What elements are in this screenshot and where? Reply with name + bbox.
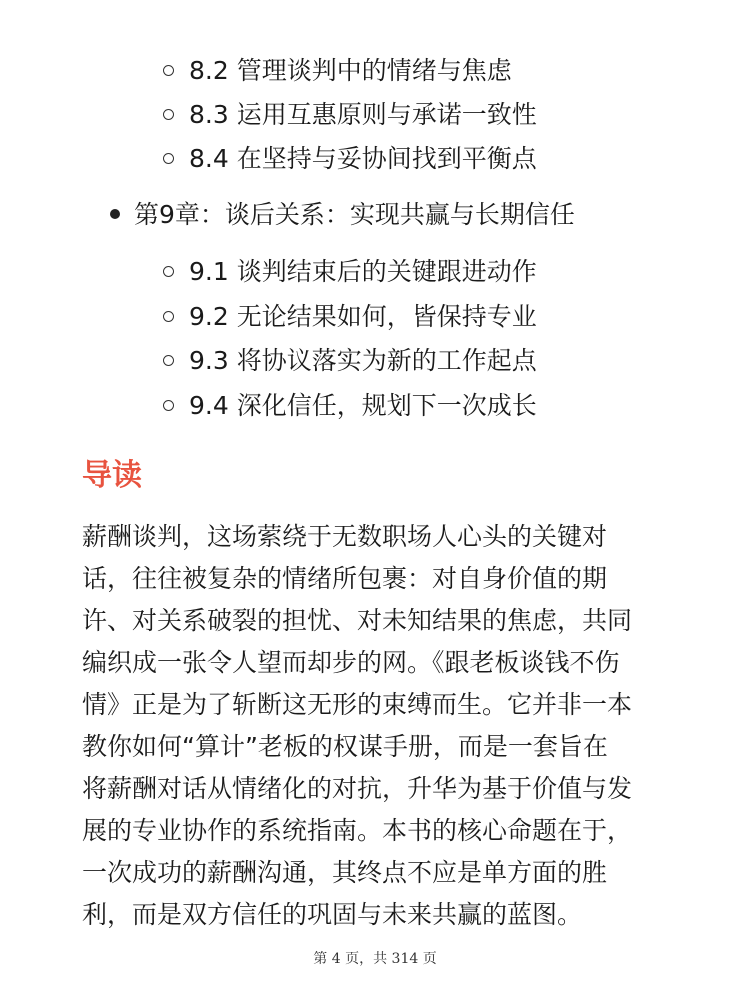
toc-subitem-9-1 xyxy=(163,257,537,287)
toc-chapter-label: 第9章：谈后关系：实现共赢与长期信任 xyxy=(134,200,575,229)
paragraph-line: 薪酬谈判，这场萦绕于无数职场人心头的关键对 xyxy=(82,522,608,551)
toc-subitem-9-2 xyxy=(163,302,537,332)
toc-subitem-label: 9.1 谈判结束后的关键跟进动作 xyxy=(189,257,537,286)
toc-subitem-label: 8.4 在坚持与妥协间找到平衡点 xyxy=(189,144,537,173)
paragraph-line: 许、对关系破裂的担忧、对未知结果的焦虑，共同 xyxy=(82,606,633,635)
intro-paragraph xyxy=(82,516,682,936)
toc-subitem-label: 9.3 将协议落实为新的工作起点 xyxy=(189,346,537,375)
toc-subitem-9-3 xyxy=(163,346,537,376)
hollow-bullet-icon xyxy=(163,311,174,322)
paragraph-line: 情》正是为了斩断这无形的束缚而生。它并非一本 xyxy=(82,690,633,719)
filled-bullet-icon xyxy=(110,209,120,219)
page-footer: 第 4 页，共 314 页 xyxy=(313,951,437,967)
toc-subitem-label: 8.2 管理谈判中的情绪与焦虑 xyxy=(189,56,512,85)
toc-subitem-8-4 xyxy=(163,144,537,174)
paragraph-line: 展的专业协作的系统指南。本书的核心命题在于， xyxy=(82,816,633,845)
paragraph-line: 编织成一张令人望而却步的网。《跟老板谈钱不伤 xyxy=(82,648,620,677)
hollow-bullet-icon xyxy=(163,109,174,120)
toc-subitem-8-3 xyxy=(163,100,537,130)
toc-chapter-9 xyxy=(110,200,575,230)
paragraph-line: 将薪酬对话从情绪化的对抗，升华为基于价值与发 xyxy=(82,774,633,803)
paragraph-line: 利，而是双方信任的巩固与未来共赢的蓝图。 xyxy=(82,900,583,929)
section-heading: 导读 xyxy=(82,458,142,493)
paragraph-line: 话，往往被复杂的情绪所包裹：对自身价值的期 xyxy=(82,564,608,593)
paragraph-line: 教你如何“算计”老板的权谋手册，而是一套旨在 xyxy=(82,732,608,761)
paragraph-line: 一次成功的薪酬沟通，其终点不应是单方面的胜 xyxy=(82,858,608,887)
hollow-bullet-icon xyxy=(163,65,174,76)
hollow-bullet-icon xyxy=(163,153,174,164)
toc-subitem-9-4 xyxy=(163,391,537,421)
toc-subitem-label: 9.2 无论结果如何，皆保持专业 xyxy=(189,302,537,331)
hollow-bullet-icon xyxy=(163,355,174,366)
toc-subitem-8-2 xyxy=(163,56,512,86)
hollow-bullet-icon xyxy=(163,400,174,411)
toc-subitem-label: 9.4 深化信任，规划下一次成长 xyxy=(189,391,537,420)
hollow-bullet-icon xyxy=(163,266,174,277)
toc-subitem-label: 8.3 运用互惠原则与承诺一致性 xyxy=(189,100,537,129)
